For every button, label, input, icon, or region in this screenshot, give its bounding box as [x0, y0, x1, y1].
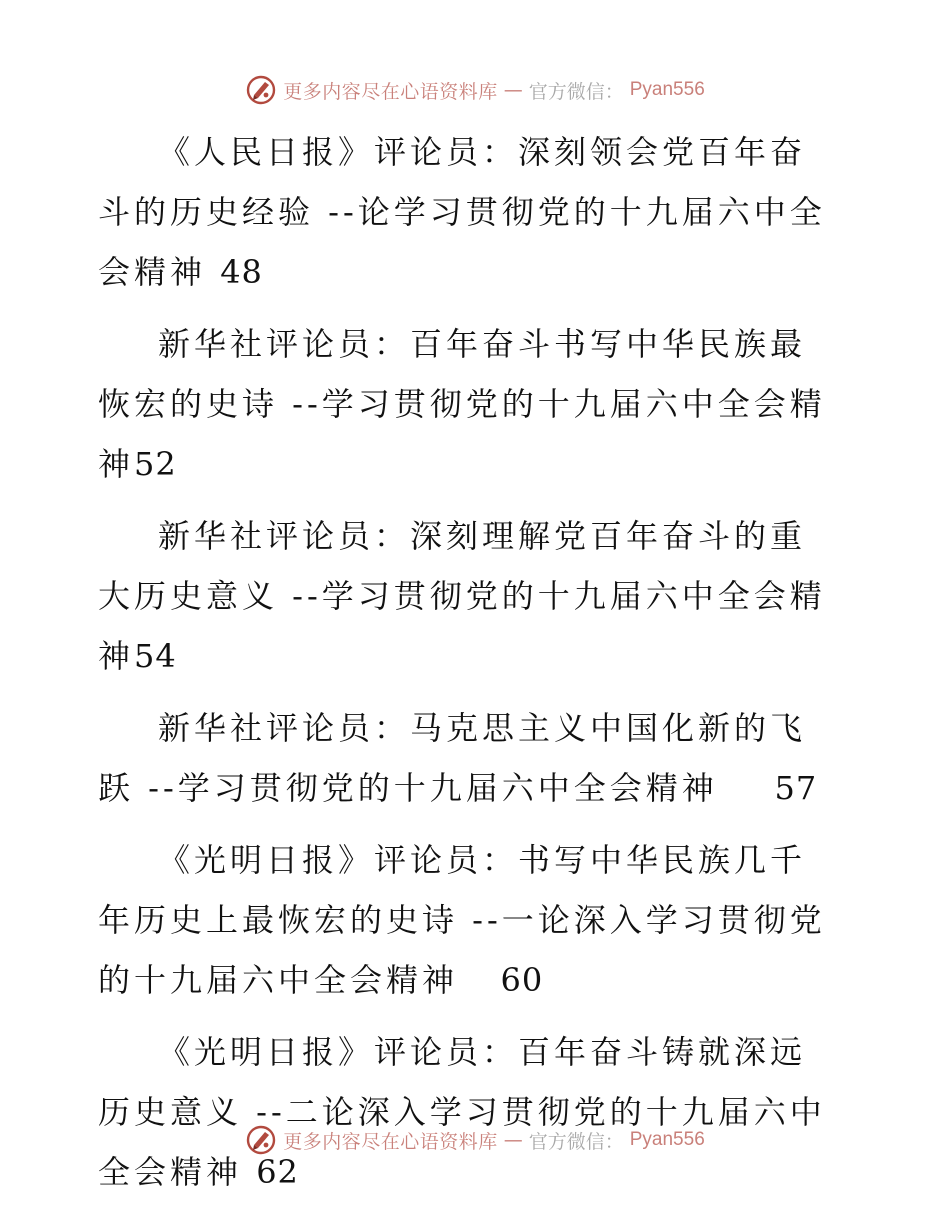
banner-wechat-id: Pyan556 [629, 79, 705, 100]
toc-entry-title: 《光明日报》评论员：书写中华民族几千年历史上最恢宏的史诗 --一论深入学习贯彻党的十九届六中全会精神 [98, 841, 826, 999]
footer-banner [0, 1120, 950, 1160]
toc-entry-title: 《光明日报》评论员：百年奋斗铸就深远历史意义 --二论深入学习贯彻党的十九届六中全会精神 [98, 1033, 826, 1191]
header-banner [0, 70, 950, 110]
toc-entry[interactable] [98, 314, 838, 494]
banner-wechat-id: Pyan556 [629, 1129, 705, 1150]
toc-entry-title: 新华社评论员：百年奋斗书写中华民族最恢宏的史诗 --学习贯彻党的十九届六中全会精神 [98, 325, 826, 483]
toc-entry-title: 新华社评论员：深刻理解党百年奋斗的重大历史意义 --学习贯彻党的十九届六中全会精神 [98, 517, 826, 675]
toc-entry-page: 57 [774, 769, 818, 807]
banner-text: 更多内容尽在心语资料库 [283, 80, 498, 103]
banner-wechat-label: 官方微信： [528, 80, 624, 103]
toc-entry-page: 62 [256, 1153, 299, 1191]
toc-entry[interactable] [98, 698, 838, 818]
pen-circle-logo-icon [245, 74, 277, 106]
banner-wechat-label: 官方微信： [528, 1130, 624, 1153]
toc-entry[interactable] [98, 506, 838, 686]
toc-entry[interactable] [98, 122, 838, 302]
toc-entry-page: 52 [134, 445, 177, 483]
toc-entry-page: 60 [500, 961, 544, 999]
toc-entry-page: 54 [134, 637, 177, 675]
toc-entry[interactable] [98, 1022, 838, 1202]
table-of-contents [98, 122, 838, 1214]
pen-circle-logo-icon [245, 1124, 277, 1156]
banner-separator: — [503, 1129, 523, 1151]
toc-entry[interactable] [98, 830, 838, 1010]
toc-entry-page: 48 [220, 253, 263, 291]
banner-text: 更多内容尽在心语资料库 [283, 1130, 498, 1153]
banner-separator: — [503, 79, 523, 101]
toc-entry-title: 新华社评论员：马克思主义中国化新的飞跃 --学习贯彻党的十九届六中全会精神 [98, 709, 807, 807]
toc-entry-title: 《人民日报》评论员：深刻领会党百年奋斗的历史经验 --论学习贯彻党的十九届六中全会精神 [98, 133, 826, 291]
